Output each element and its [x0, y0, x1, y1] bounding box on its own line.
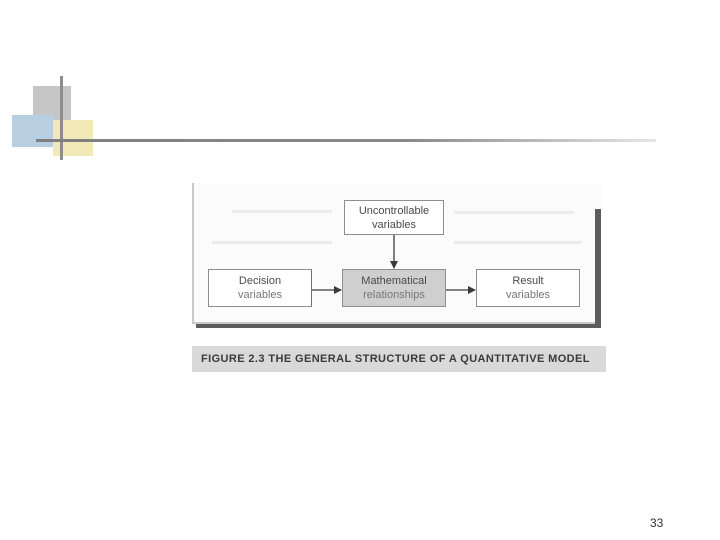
mathematical-relationships-title: Mathematical — [361, 275, 427, 287]
mathematical-relationships-box — [342, 269, 446, 307]
result-variables-box — [476, 269, 580, 307]
decorative-yellow-square — [53, 120, 93, 156]
uncontrollable-variables-title: Uncontrollable — [358, 205, 430, 217]
figure-shadow-right — [595, 209, 601, 328]
decorative-blue-square — [12, 115, 54, 147]
decision-variables-title: Decision — [238, 275, 282, 287]
decision-variables-subtitle: variables — [237, 289, 283, 301]
result-variables-title: Result — [512, 275, 544, 287]
title-divider-line — [36, 139, 656, 142]
decision-variables-box — [208, 269, 312, 307]
page-number: 33 — [650, 516, 664, 530]
figure-shadow-bottom — [196, 324, 601, 328]
decorative-vertical-line — [60, 76, 63, 160]
mathematical-relationships-subtitle: relationships — [363, 289, 425, 301]
figure-caption: FIGURE 2.3 THE GENERAL STRUCTURE OF A QUANTITATIVE MODEL — [192, 346, 606, 372]
uncontrollable-variables-subtitle: variables — [371, 219, 417, 231]
quantitative-model-figure — [192, 183, 606, 373]
result-variables-subtitle: variables — [505, 289, 551, 301]
uncontrollable-variables-box — [344, 200, 444, 235]
